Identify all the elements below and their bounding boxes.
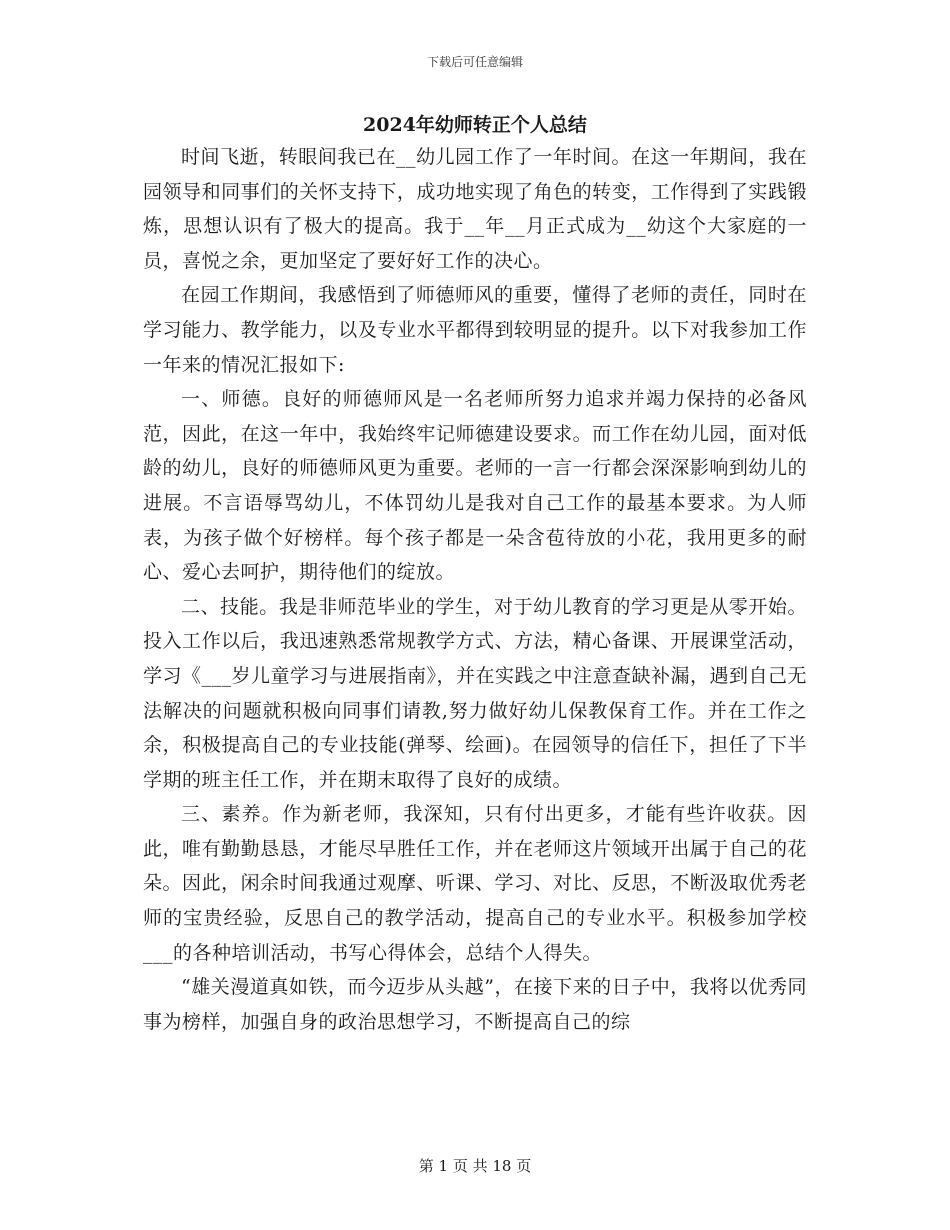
paragraph-overview: 在园工作期间，我感悟到了师德师风的重要，懂得了老师的责任，同时在学习能力、教学能力，以及专业水平都得到较明显的提升。以下对我参加工作一年来的情况汇报如下:: [143, 284, 807, 376]
paragraph-intro: 时间飞逝，转眼间我已在__幼儿园工作了一年时间。在这一年期间，我在园领导和同事们的关怀支持下，成功地实现了角色的转变，工作得到了实践锻炼，思想认识有了极大的提高。我于__年__月正式成为__幼这个大家庭的一员，喜悦之余，更加坚定了要好好工作的决心。: [143, 146, 807, 272]
paragraph-outlook: “雄关漫道真如铁，而今迈步从头越”，在接下来的日子中，我将以优秀同事为榜样，加强自身的政治思想学习，不断提高自己的综: [143, 976, 807, 1033]
document-title: 2024年幼师转正个人总结: [363, 114, 587, 136]
paragraph-skills: 二、技能。我是非师范毕业的学生，对于幼儿教育的学习更是从零开始。投入工作以后，我迅速熟悉常规教学方式、方法，精心备课、开展课堂活动，学习《___岁儿童学习与进展指南》，并在实践之中注意查缺补漏，遇到自己无法解决的问题就积极向同事们请教,努力做好幼儿保教保育工作。并在工作之余，积极提高自己的专业技能(弹琴、绘画)。在园领导的信任下，担任了下半学期的班主任工作，并在期末取得了良好的成绩。: [143, 595, 808, 791]
paragraph-ethics: 一、师德。良好的师德师风是一名老师所努力追求并竭力保持的必备风范，因此，在这一年中，我始终牢记师德建设要求。而工作在幼儿园，面对低龄的幼儿，良好的师德师风更为重要。老师的一言一行都会深深影响到幼儿的进展。不言语辱骂幼儿，不体罚幼儿是我对自己工作的最基本要求。为人师表，为孩子做个好榜样。每个孩子都是一朵含苞待放的小花，我用更多的耐心、爱心去呵护，期待他们的绽放。: [143, 388, 807, 584]
document-body: [143, 140, 807, 1039]
paragraph-literacy: 三、素养。作为新老师，我深知，只有付出更多，才能有些许收获。因此，唯有勤勤恳恳，才能尽早胜任工作，并在老师这片领域开出属于自己的花朵。因此，闲余时间我通过观摩、听课、学习、对比、反思，不断汲取优秀老师的宝贵经验，反思自己的教学活动，提高自己的专业水平。积极参加学校___的各种培训活动，书写心得体会，总结个人得失。: [143, 803, 807, 964]
header-note: 下载后可任意编辑: [426, 55, 523, 69]
page-number: 第 1 页 共 18 页: [418, 1157, 532, 1175]
